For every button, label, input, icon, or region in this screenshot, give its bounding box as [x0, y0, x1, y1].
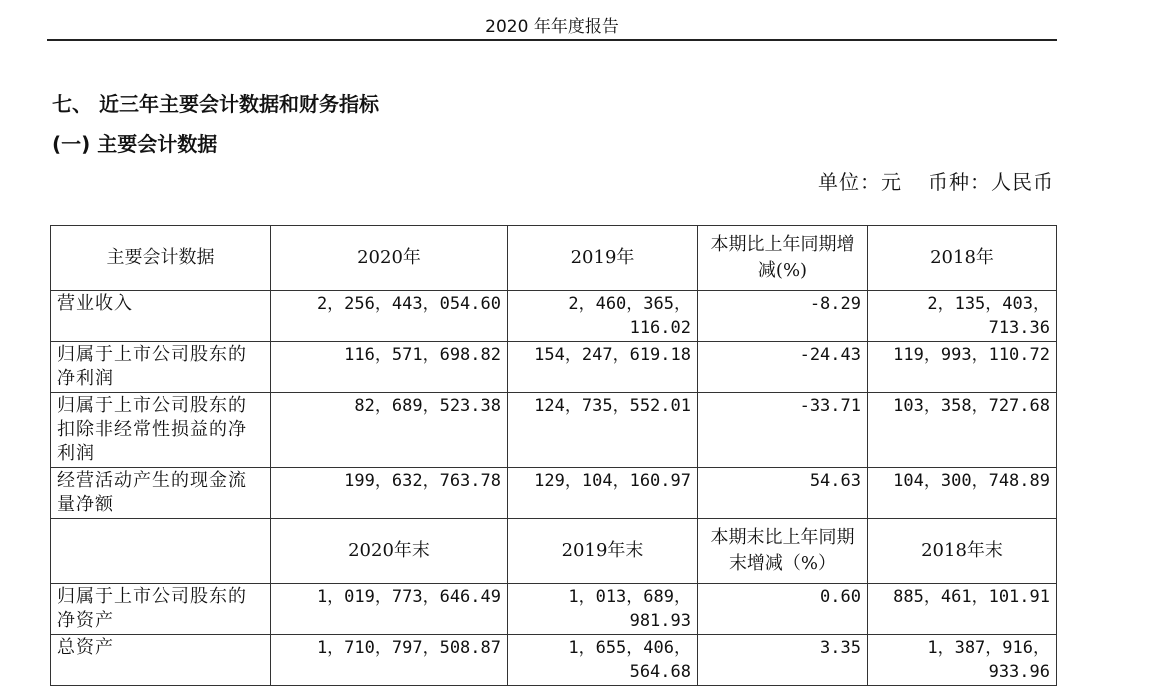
value-2020: 2，256，443，054.60 [271, 291, 508, 342]
header-rule [47, 39, 1057, 41]
section-title: 七、 近三年主要会计数据和财务指标 [52, 92, 379, 116]
table-row [51, 468, 1057, 519]
value-2018: 1，387，916，933.96 [868, 635, 1057, 686]
value-change: 3.35 [698, 635, 868, 686]
value-2018: 119，993，110.72 [868, 342, 1057, 393]
value-change: -8.29 [698, 291, 868, 342]
value-2018: 103，358，727.68 [868, 393, 1057, 468]
value-2018: 104，300，748.89 [868, 468, 1057, 519]
value-2018: 885，461，101.91 [868, 584, 1057, 635]
table-row [51, 393, 1057, 468]
value-2020: 1，019，773，646.49 [271, 584, 508, 635]
value-2018: 2，135，403，713.36 [868, 291, 1057, 342]
value-change: 54.63 [698, 468, 868, 519]
header-cell-2020-end: 2020年末 [271, 519, 508, 584]
header-cell-change-end: 本期末比上年同期末增减（%） [698, 519, 868, 584]
value-2019: 2，460，365，116.02 [508, 291, 698, 342]
row-label: 归属于上市公司股东的净资产 [51, 584, 271, 635]
row-label: 归属于上市公司股东的扣除非经常性损益的净利润 [51, 393, 271, 468]
table-row [51, 291, 1057, 342]
table-header-row-year-end [51, 519, 1057, 584]
table-row [51, 635, 1057, 686]
header-cell-item: 主要会计数据 [51, 226, 271, 291]
value-2020: 1，710，797，508.87 [271, 635, 508, 686]
table-row [51, 342, 1057, 393]
header-cell-2020: 2020年 [271, 226, 508, 291]
value-2019: 1，013，689，981.93 [508, 584, 698, 635]
value-change: -24.43 [698, 342, 868, 393]
header-cell-2019: 2019年 [508, 226, 698, 291]
header-cell-change: 本期比上年同期增减(%) [698, 226, 868, 291]
value-2020: 82，689，523.38 [271, 393, 508, 468]
row-label: 总资产 [51, 635, 271, 686]
table-header-row [51, 226, 1057, 291]
row-label: 营业收入 [51, 291, 271, 342]
currency-text: 币种：人民币 [928, 170, 1054, 194]
page-header-title: 2020 年年度报告 [485, 17, 619, 37]
value-change: 0.60 [698, 584, 868, 635]
header-cell-2018: 2018年 [868, 226, 1057, 291]
subsection-title: (一) 主要会计数据 [52, 132, 218, 156]
header-cell-2019-end: 2019年末 [508, 519, 698, 584]
value-2019: 1，655，406，564.68 [508, 635, 698, 686]
value-2019: 129，104，160.97 [508, 468, 698, 519]
value-change: -33.71 [698, 393, 868, 468]
financial-data-table [50, 225, 1057, 686]
unit-line [818, 166, 1054, 195]
table-row [51, 584, 1057, 635]
row-label: 归属于上市公司股东的净利润 [51, 342, 271, 393]
unit-text: 单位：元 [818, 170, 902, 194]
value-2019: 154，247，619.18 [508, 342, 698, 393]
header-cell-2018-end: 2018年末 [868, 519, 1057, 584]
value-2019: 124，735，552.01 [508, 393, 698, 468]
value-2020: 199，632，763.78 [271, 468, 508, 519]
value-2020: 116，571，698.82 [271, 342, 508, 393]
header-cell-empty [51, 519, 271, 584]
row-label: 经营活动产生的现金流量净额 [51, 468, 271, 519]
